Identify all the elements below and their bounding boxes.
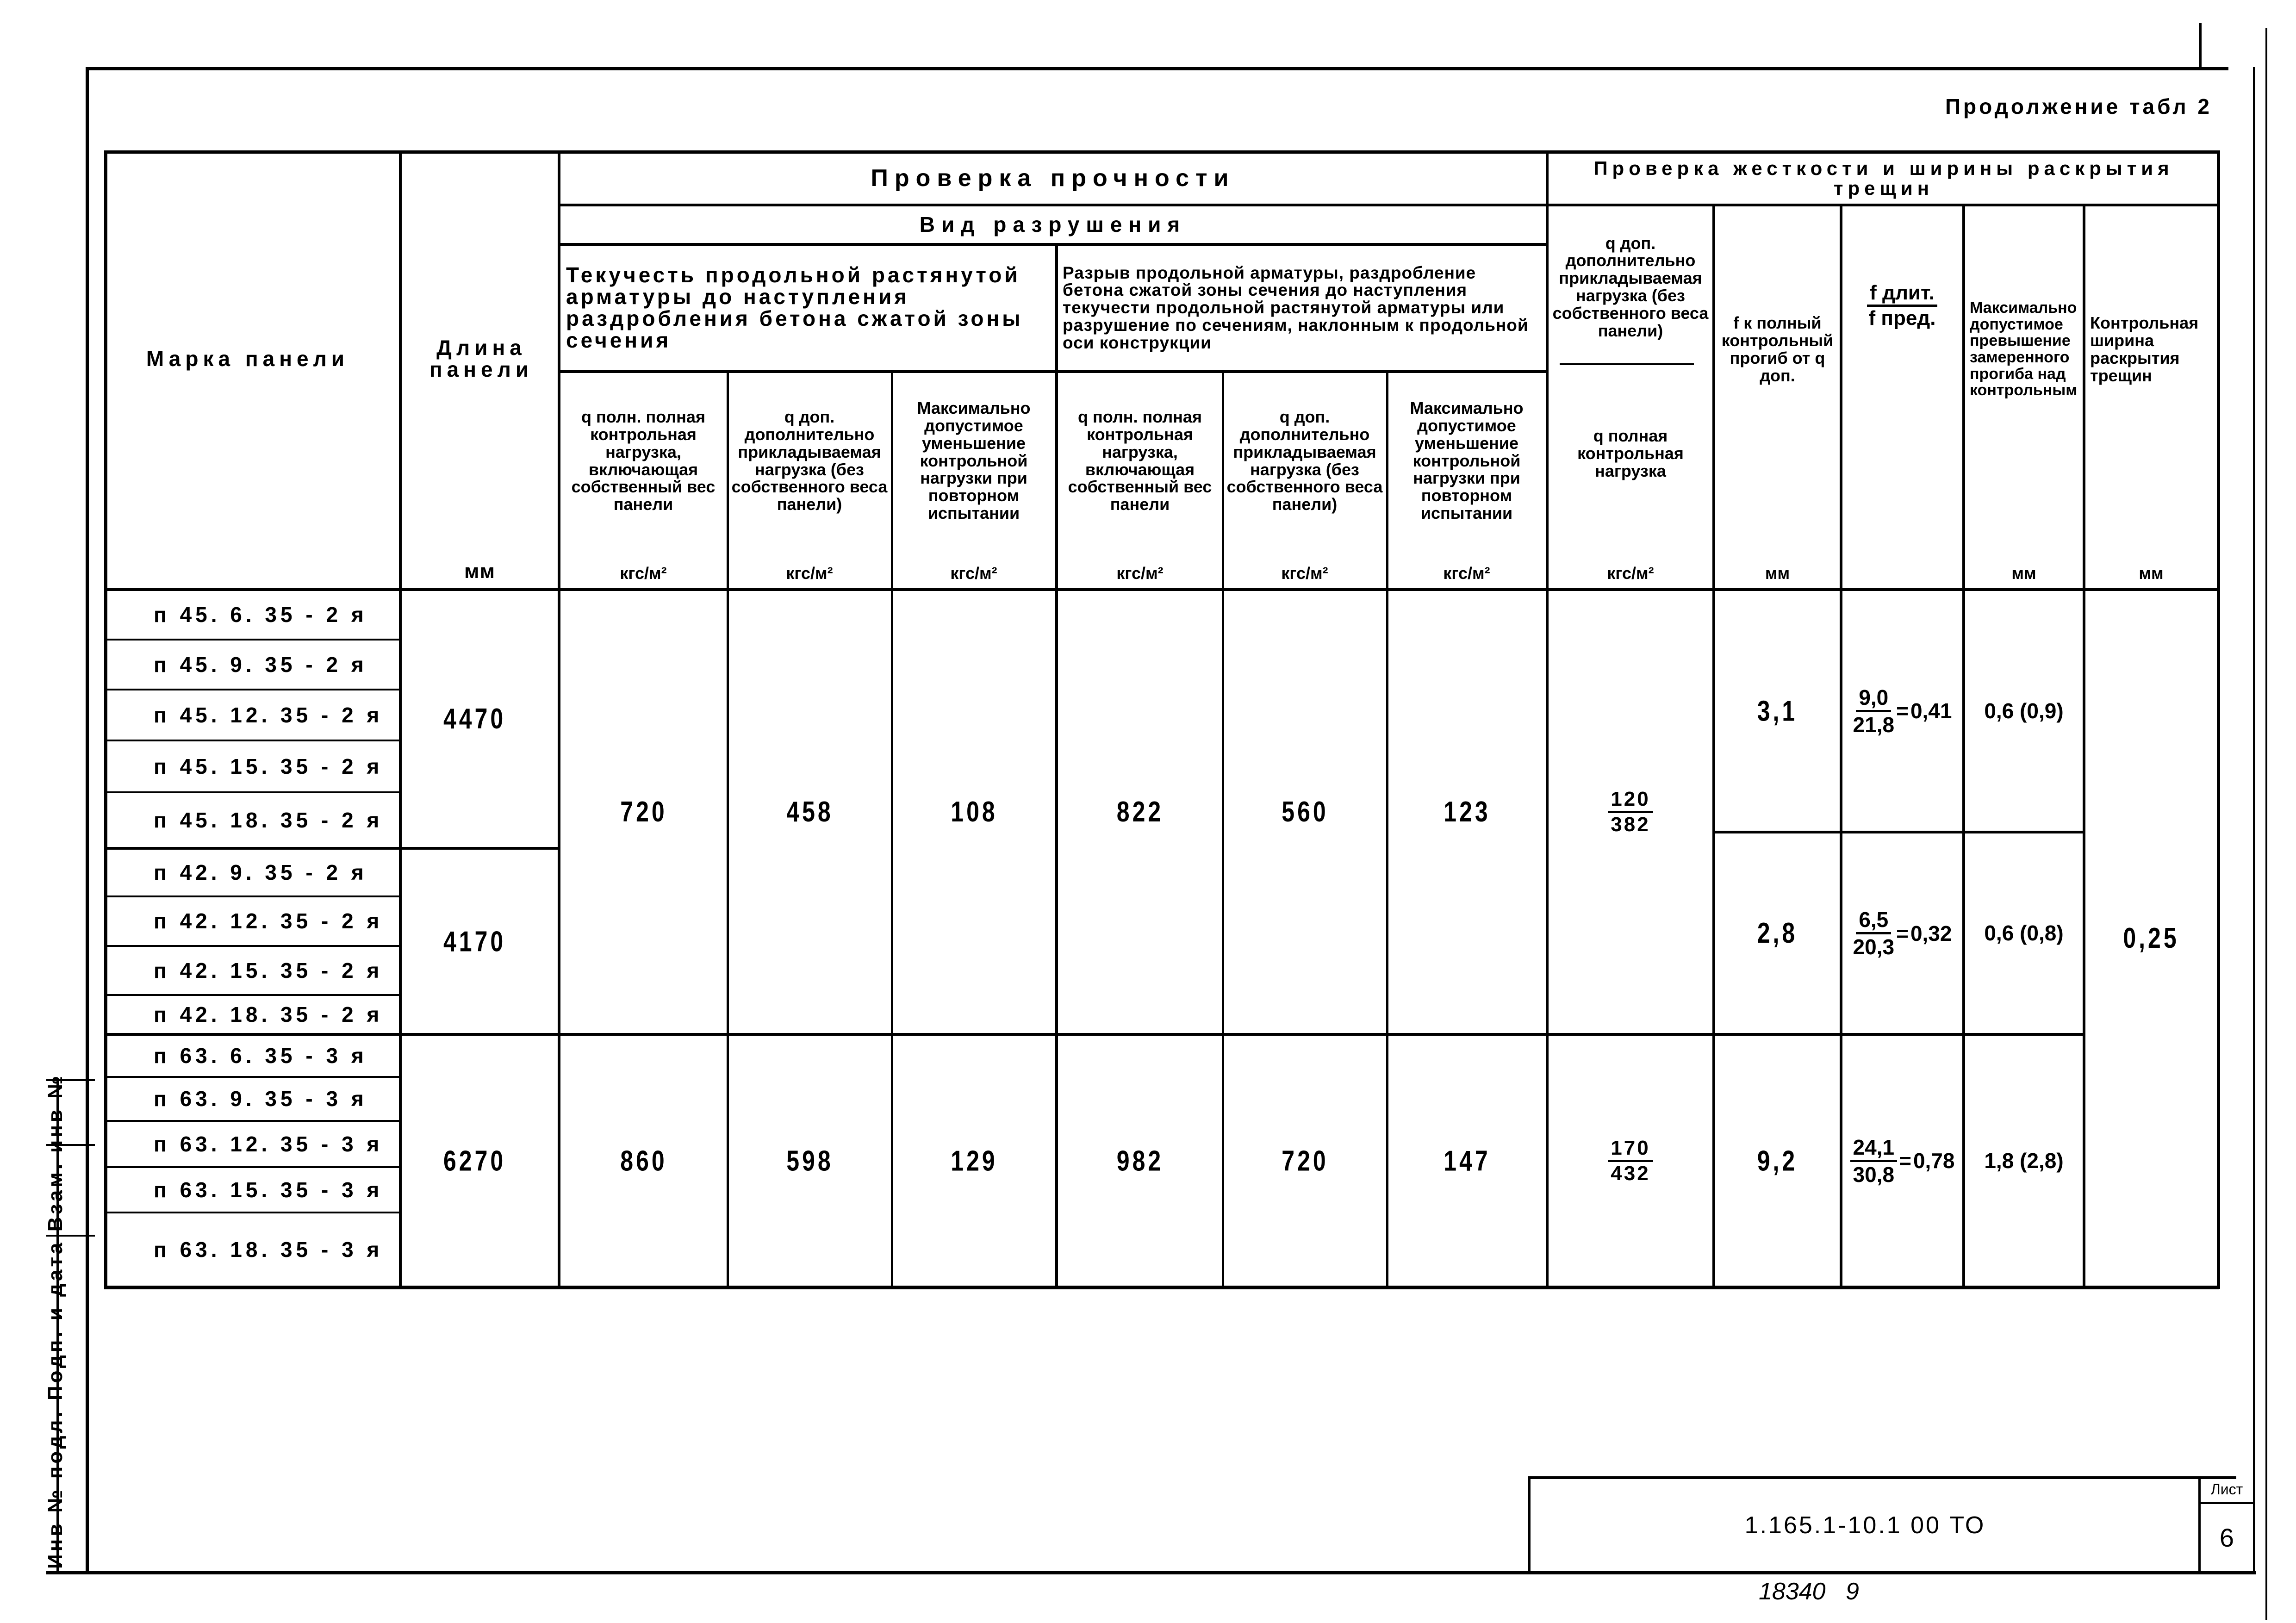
- f-ratio-den: 20,3: [1853, 935, 1895, 959]
- header-failure-type: Вид разрушения: [919, 212, 1187, 237]
- panel-length: 4170: [443, 925, 506, 958]
- sheet-label: Лист: [2210, 1481, 2243, 1498]
- unit-load: кгс/м²: [1443, 564, 1490, 583]
- f-ratio-num: 24,1: [1850, 1135, 1898, 1162]
- header-q-full-a: q полн. полная контрольная нагрузка, включающая собственный вес панели: [571, 407, 716, 514]
- stiff-q-full: 382: [1611, 813, 1650, 836]
- unit-mm: мм: [2139, 564, 2164, 583]
- header-failure-b: Разрыв продольной арматуры, раздробление бетона сжатой зоны сечения до наступления текучести продольной растянутой арматуры или разрушение по сечениям, наклонным к продольной оси конструкции: [1063, 263, 1529, 352]
- sheet-number: 6: [2219, 1523, 2234, 1552]
- q-full-a-value: 860: [620, 1144, 667, 1177]
- failure-desc-line: [558, 370, 1548, 373]
- panel-mark: п 45. 9. 35 - 2 я: [154, 652, 367, 677]
- header-q-add-b: q доп. дополнительно прикладываемая нагрузка (без собственного веса панели): [1226, 407, 1383, 514]
- panel-mark: п 63. 9. 35 - 3 я: [154, 1087, 367, 1111]
- fk-value: 2,8: [1757, 916, 1798, 949]
- unit-load: кгс/м²: [620, 564, 667, 583]
- stiff-q-add: 120: [1608, 788, 1653, 813]
- stiffness-title-line: [1546, 204, 2219, 206]
- header-q-add-stiff: q доп. дополнительно прикладываемая нагрузка (без собственного веса панели): [1552, 233, 1709, 340]
- failure-type-line: [558, 243, 1548, 246]
- max-excess-value: 0,6 (0,8): [1984, 921, 2064, 945]
- header-strength-check: Проверка прочности: [871, 165, 1235, 192]
- panel-mark: п 63. 6. 35 - 3 я: [154, 1044, 367, 1068]
- frame-left-line: [86, 67, 89, 1573]
- q-add-b-value: 720: [1282, 1144, 1329, 1177]
- panel-mark: п 45. 18. 35 - 2 я: [154, 808, 383, 832]
- stiff-q-block-1: [1549, 591, 1712, 1033]
- unit-mm: мм: [1765, 564, 1790, 583]
- panel-mark: п 42. 12. 35 - 2 я: [154, 909, 383, 933]
- q-full-b-value: 822: [1116, 795, 1164, 828]
- header-length: Длина панели: [429, 336, 534, 381]
- header-q-full-stiff: q полная контрольная нагрузка: [1577, 426, 1684, 480]
- unit-load: кгс/м²: [786, 564, 833, 583]
- f-ratio-result: 0,32: [1910, 921, 1952, 945]
- frame-right-line: [2253, 67, 2255, 1573]
- fk-value: 3,1: [1757, 694, 1798, 727]
- header-mark: Марка панели: [146, 346, 349, 371]
- panel-mark: п 42. 18. 35 - 2 я: [154, 1002, 383, 1026]
- continuation-label: Продолжение табл 2: [1945, 94, 2212, 118]
- max-excess-value: 1,8 (2,8): [1984, 1148, 2064, 1173]
- f-ratio-result: 0,41: [1910, 699, 1952, 723]
- max-red-a-value: 108: [951, 795, 998, 828]
- q-dop-underline: [1560, 363, 1694, 365]
- header-max-red-a: Максимально допустимое уменьшение контрольной нагрузки при повторном испытании: [917, 398, 1031, 522]
- table-top-border: [104, 150, 2219, 154]
- header-f-ratio: [1843, 259, 1961, 352]
- f-ratio-cell: [1842, 1036, 1962, 1286]
- panel-mark: п 42. 15. 35 - 2 я: [154, 958, 383, 983]
- side-stamp-text: Инв № подл. Подп. и дата Взам. инв №: [44, 1073, 67, 1569]
- equals-sign: =: [1899, 1149, 1911, 1173]
- panel-mark: п 63. 12. 35 - 3 я: [154, 1132, 383, 1156]
- q-add-a-value: 458: [786, 795, 834, 828]
- header-crack-width: Контрольная ширина раскрытия трещин: [2090, 313, 2199, 385]
- unit-load: кгс/м²: [1281, 564, 1328, 583]
- unit-mm: мм: [2011, 564, 2036, 583]
- header-stiffness-check: Проверка жесткости и ширины раскрытия трещин: [1593, 157, 2174, 199]
- stiff-q-add: 170: [1608, 1137, 1653, 1162]
- handwritten-footer: 18340 9: [1759, 1578, 1859, 1605]
- f-ratio-den: 21,8: [1853, 712, 1895, 737]
- header-failure-a: Текучесть продольной растянутой арматуры до наступления раздробления бетона сжатой зоны сечения: [566, 263, 1023, 352]
- panel-mark: п 45. 12. 35 - 2 я: [154, 703, 383, 727]
- f-ratio-num: 6,5: [1856, 907, 1891, 934]
- frame-top-line: [86, 67, 2228, 70]
- frame-right-outer-line: [2265, 28, 2267, 1620]
- max-excess-value: 0,6 (0,9): [1984, 698, 2064, 723]
- panel-length: 6270: [443, 1144, 506, 1177]
- panel-mark: п 45. 6. 35 - 2 я: [154, 603, 367, 627]
- corner-mark-line: [2199, 23, 2202, 67]
- f-ratio-num: 9,0: [1856, 685, 1891, 712]
- max-red-a-value: 129: [951, 1144, 998, 1177]
- title-block-top: [1528, 1476, 2236, 1479]
- failure-ab-separator: [1055, 243, 1058, 1287]
- panel-mark: п 63. 18. 35 - 3 я: [154, 1237, 383, 1262]
- f-ratio-result: 0,78: [1913, 1149, 1955, 1173]
- equals-sign: =: [1896, 921, 1909, 945]
- max-red-b-value: 123: [1444, 795, 1491, 828]
- panel-mark: п 63. 15. 35 - 3 я: [154, 1177, 383, 1202]
- stiff-q-full: 432: [1611, 1162, 1650, 1185]
- unit-load: кгс/м²: [1116, 564, 1164, 583]
- table-left-border: [104, 150, 107, 1289]
- q-add-b-value: 560: [1282, 795, 1329, 828]
- header-fk: f к полный контрольный прогиб от q доп.: [1721, 313, 1834, 385]
- title-block-left: [1528, 1476, 1531, 1573]
- table-right-border: [2217, 150, 2220, 1289]
- f-ratio-cell: [1842, 833, 1962, 1033]
- header-q-add-a: q доп. дополнительно прикладываемая нагрузка (без собственного веса панели): [731, 407, 888, 514]
- q-add-a-value: 598: [786, 1144, 834, 1177]
- f-ratio-cell: [1842, 591, 1962, 831]
- stiff-q-block-2: [1549, 1036, 1712, 1286]
- col-sep-length-strength: [558, 150, 560, 1289]
- panel-mark: п 45. 15. 35 - 2 я: [154, 754, 383, 778]
- f-ratio-den: 30,8: [1853, 1162, 1895, 1187]
- max-red-b-value: 147: [1444, 1144, 1491, 1177]
- f-ratio-denominator: f пред.: [1868, 306, 1936, 330]
- header-max-excess: Максимально допустимое превышение замеренного прогиба над контрольным: [1970, 298, 2078, 399]
- crack-width-value: 0,25: [2123, 921, 2179, 954]
- header-max-red-b: Максимально допустимое уменьшение контрольной нагрузки при повторном испытании: [1410, 398, 1524, 522]
- unit-load: кгс/м²: [950, 564, 997, 583]
- equals-sign: =: [1896, 699, 1909, 723]
- header-length-unit: мм: [464, 560, 496, 583]
- unit-load: кгс/м²: [1607, 564, 1654, 583]
- f-ratio-numerator: f длит.: [1867, 281, 1937, 307]
- fk-value: 9,2: [1757, 1144, 1798, 1177]
- header-q-full-b: q полн. полная контрольная нагрузка, включающая собственный вес панели: [1068, 407, 1212, 514]
- panel-mark: п 42. 9. 35 - 2 я: [154, 860, 367, 885]
- q-full-a-value: 720: [620, 795, 667, 828]
- q-full-b-value: 982: [1116, 1144, 1164, 1177]
- panel-length: 4470: [443, 702, 506, 735]
- doc-code: 1.165.1-10.1 00 ТО: [1744, 1511, 1986, 1539]
